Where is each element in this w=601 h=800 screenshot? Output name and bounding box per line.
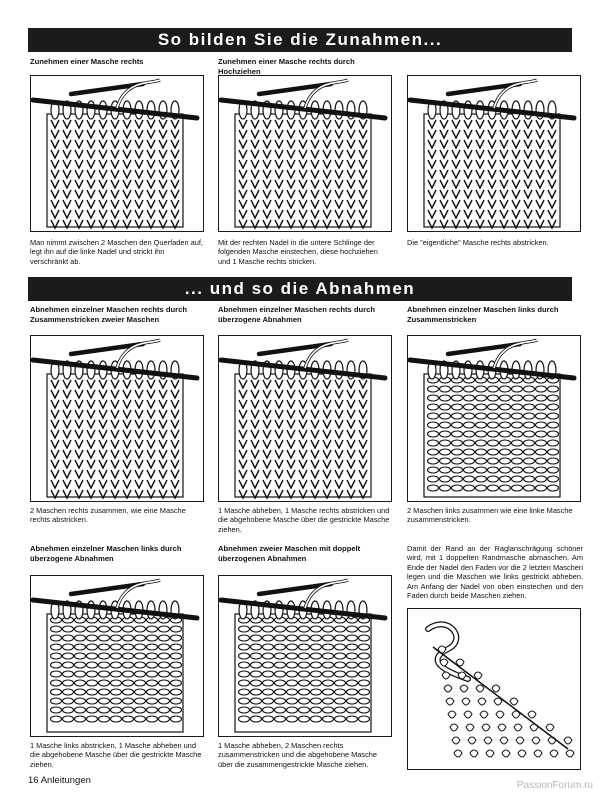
knitting-illustration (408, 76, 580, 231)
illustration-increase-3 (407, 75, 581, 232)
illustration-decrease-2 (218, 335, 392, 502)
raglan-instruction: Damit der Rand an der Raglanschrägung schöner wird, mit 1 doppelten Randmasche abmaschen. Am Ende der Nadel den Faden vor die 2 letzten Maschen legen und die Maschen wie links gestrickt abheben. Am Anfang der Nadel von oben einstechen und den Faden durch beide Maschen ziehen. (407, 544, 583, 601)
step-caption: Mit der rechten Nadel in die untere Schlinge der folgenden Masche einstechen, diese hochziehen und 1 Masche rechts stricken. (218, 238, 378, 266)
illustration-raglan-edge (407, 608, 581, 770)
knitting-illustration (219, 576, 391, 736)
footer-section: Anleitungen (40, 775, 91, 786)
illustration-increase-2 (218, 75, 392, 232)
section-banner-decrease: ... und so die Abnahmen (28, 277, 572, 301)
knitting-illustration (408, 609, 580, 769)
decrease-step-1 (30, 305, 204, 324)
increase-step-2 (218, 57, 392, 76)
knitting-illustration (408, 336, 580, 501)
step-caption: Man nimmt zwischen 2 Maschen den Querfaden auf, legt ihn auf die linke Nadel und strickt ihn verschränkt ab. (30, 238, 203, 266)
step-heading: Zunehmen einer Masche rechts durch Hochziehen (218, 57, 355, 76)
increase-step-1 (30, 57, 204, 67)
decrease-step-3 (407, 305, 581, 324)
illustration-decrease-3 (407, 335, 581, 502)
page-footer (28, 775, 91, 786)
step-heading: Abnehmen einzelner Maschen links durch überzogene Abnahmen (30, 544, 182, 563)
decrease-step-4 (30, 544, 204, 563)
step-heading: Abnehmen einzelner Maschen links durch Zusammenstricken (407, 305, 559, 324)
step-caption: 2 Maschen rechts zusammen, wie eine Masche rechts abstricken. (30, 506, 186, 525)
decrease-step-5 (218, 544, 392, 563)
knitting-illustration (31, 76, 203, 231)
step-heading: Zunehmen einer Masche rechts (30, 57, 144, 66)
illustration-decrease-5 (218, 575, 392, 737)
knitting-illustration (219, 336, 391, 501)
page-number: 16 (28, 775, 39, 786)
step-heading: Abnehmen einzelner Maschen rechts durch überzogene Abnahmen (218, 305, 375, 324)
decrease-step-2 (218, 305, 392, 324)
step-heading: Abnehmen zweier Maschen mit doppelt überzogenen Abnahmen (218, 544, 361, 563)
illustration-decrease-1 (30, 335, 204, 502)
step-caption: 1 Masche abheben, 2 Maschen rechts zusammenstricken und die abgehobene Masche über die zusammengestrickte Masche ziehen. (218, 741, 377, 769)
section-banner-increase: So bilden Sie die Zunahmen... (28, 28, 572, 52)
watermark: PassionForum.ru (516, 780, 593, 791)
step-caption: Die "eigentliche" Masche rechts abstricken. (407, 238, 549, 247)
step-caption: 1 Masche links abstricken, 1 Masche abheben und die abgehobene Masche über die gestrickte Masche ziehen. (30, 741, 202, 769)
knitting-illustration (31, 576, 203, 736)
step-caption: 2 Maschen links zusammen wie eine linke Masche zusammenstricken. (407, 506, 573, 525)
step-caption: 1 Masche abheben, 1 Masche rechts abstricken und die abgehobene Masche über die gestrickte Masche ziehen. (218, 506, 390, 534)
knitting-illustration (219, 76, 391, 231)
step-heading: Abnehmen einzelner Maschen rechts durch Zusammenstricken zweier Maschen (30, 305, 187, 324)
illustration-increase-1 (30, 75, 204, 232)
illustration-decrease-4 (30, 575, 204, 737)
knitting-illustration (31, 336, 203, 501)
